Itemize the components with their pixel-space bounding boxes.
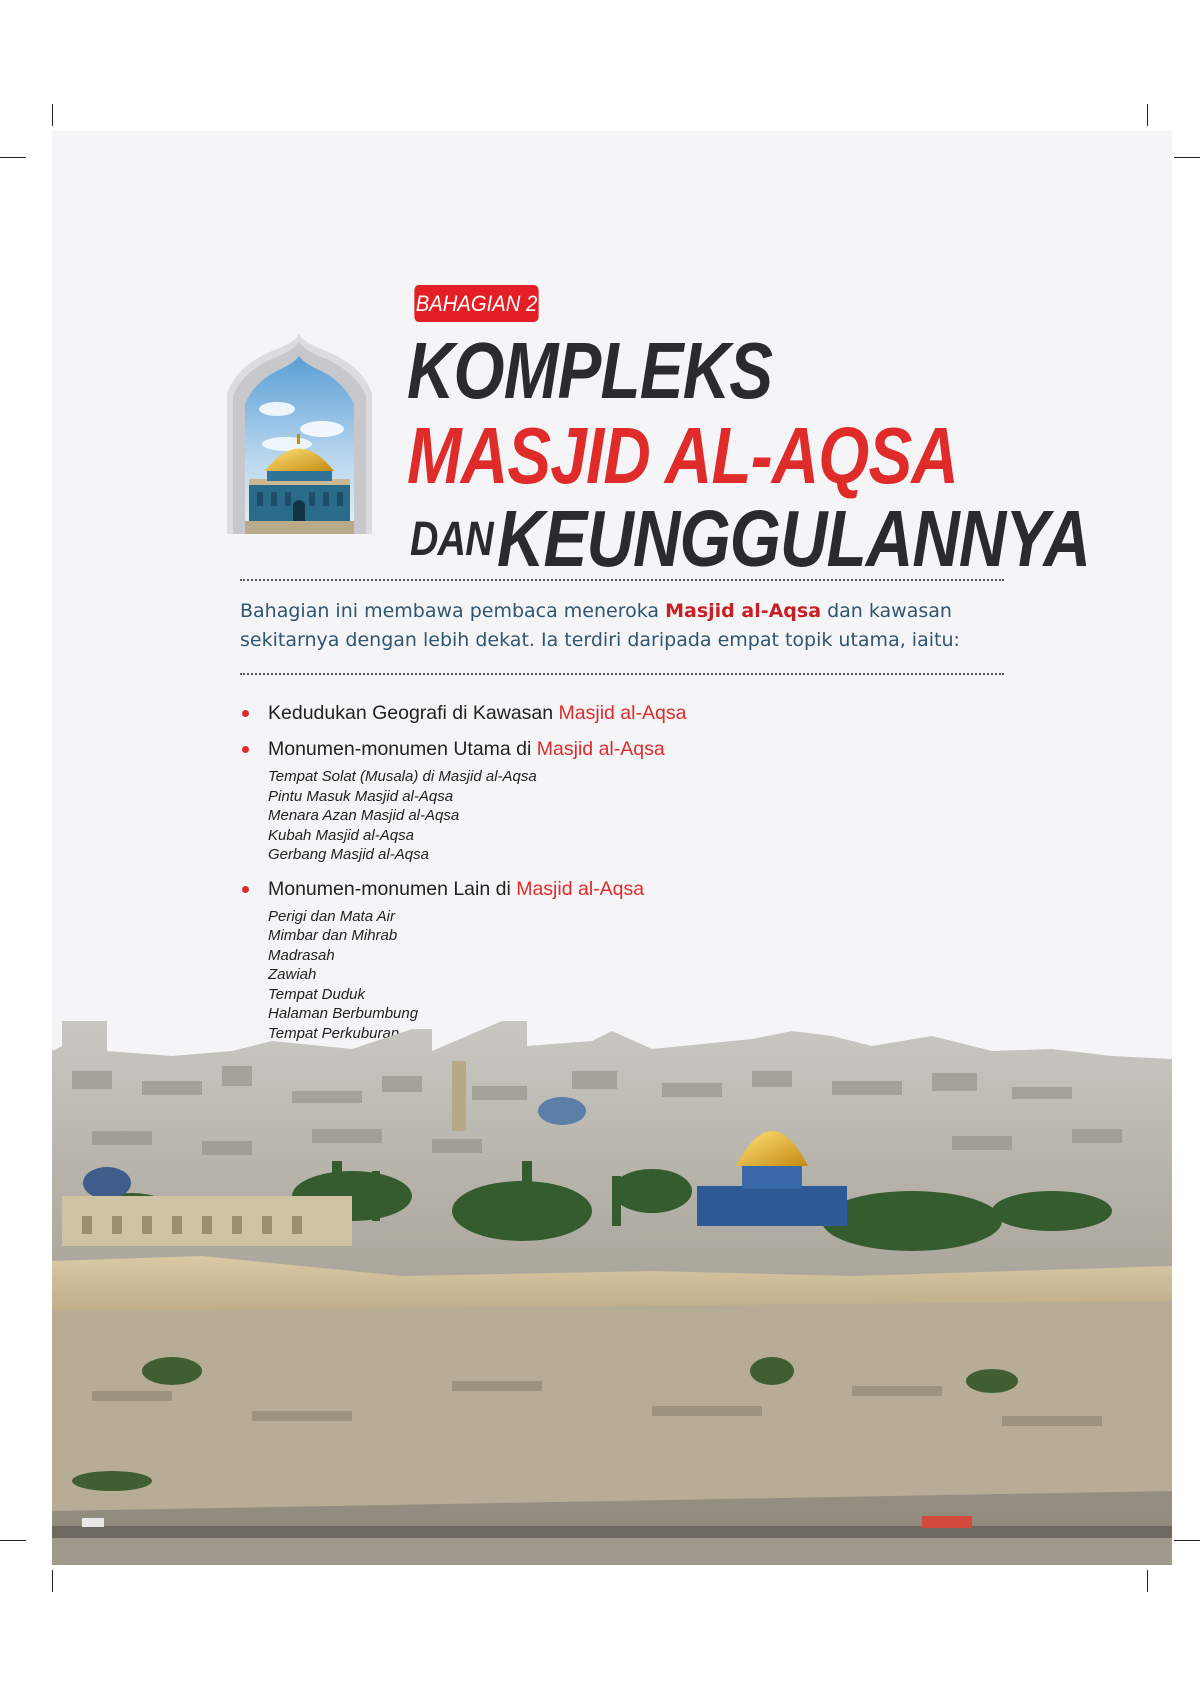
- subtopic-item: Madrasah: [268, 946, 335, 964]
- title-line-2: MASJID AL-AQSA: [407, 411, 958, 500]
- title-line-1: KOMPLEKS: [407, 326, 773, 415]
- subtopic-item: Tempat Solat (Musala) di Masjid al-Aqsa: [268, 768, 537, 785]
- subtopic-item: Kubah Masjid al-Aqsa: [268, 826, 414, 844]
- subtopic-list: [268, 767, 1040, 865]
- topic-highlight: Masjid al-Aqsa: [536, 738, 665, 760]
- topic-item: [240, 701, 1040, 725]
- topic-text: Monumen-monumen Lain di: [268, 877, 517, 900]
- subtopic-item: Tempat Duduk: [268, 985, 366, 1003]
- subtopic-item: Zawiah: [268, 966, 317, 983]
- crop-mark: [0, 1540, 26, 1541]
- subtopic-item: Perigi dan Mata Air: [268, 907, 396, 925]
- subtopic-item: Pintu Masuk Masjid al-Aqsa: [268, 787, 454, 805]
- subtopic-item: Mimbar dan Mihrab: [268, 927, 398, 944]
- subtopic-item: Gerbang Masjid al-Aqsa: [268, 846, 429, 863]
- section-badge: BAHAGIAN 2: [414, 285, 538, 322]
- crop-mark: [1174, 1540, 1200, 1541]
- divider: [240, 673, 1004, 675]
- topic-text: Kedudukan Geografi di Kawasan: [268, 702, 559, 724]
- subtopic-item: Menara Azan Masjid al-Aqsa: [268, 807, 460, 824]
- topic-highlight: Masjid al-Aqsa: [516, 877, 645, 900]
- divider: [240, 579, 1004, 581]
- topic-highlight: Masjid al-Aqsa: [558, 702, 687, 724]
- intro-text: Bahagian ini membawa pembaca meneroka: [240, 600, 666, 622]
- document-page: [52, 131, 1172, 1565]
- subtopic-item: Halaman Berbumbung: [268, 1005, 419, 1022]
- jerusalem-skyline-photo: [52, 1011, 1172, 1565]
- intro-paragraph: [240, 597, 1004, 655]
- title-line-3-large: KEUNGGULANNYA: [497, 494, 1091, 583]
- crop-mark: [1147, 104, 1148, 126]
- topic-item: [240, 737, 1040, 865]
- intro-text: dan kawasan sekitarnya dengan lebih dekat. Ia terdiri daripada empat topik utama, iaitu:: [240, 600, 960, 651]
- topic-text: Monumen-monumen Utama di: [268, 738, 537, 760]
- crop-mark: [52, 104, 53, 126]
- crop-mark: [1174, 157, 1200, 158]
- dome-of-the-rock-arch-image: [227, 334, 372, 534]
- crop-mark: [52, 1570, 53, 1592]
- intro-highlight: Masjid al-Aqsa: [665, 600, 822, 622]
- crop-mark: [0, 157, 26, 158]
- title-line-3-small: DAN: [410, 513, 493, 566]
- crop-mark: [1147, 1570, 1148, 1592]
- subtopic-item: Tempat Perkuburan: [268, 1024, 400, 1042]
